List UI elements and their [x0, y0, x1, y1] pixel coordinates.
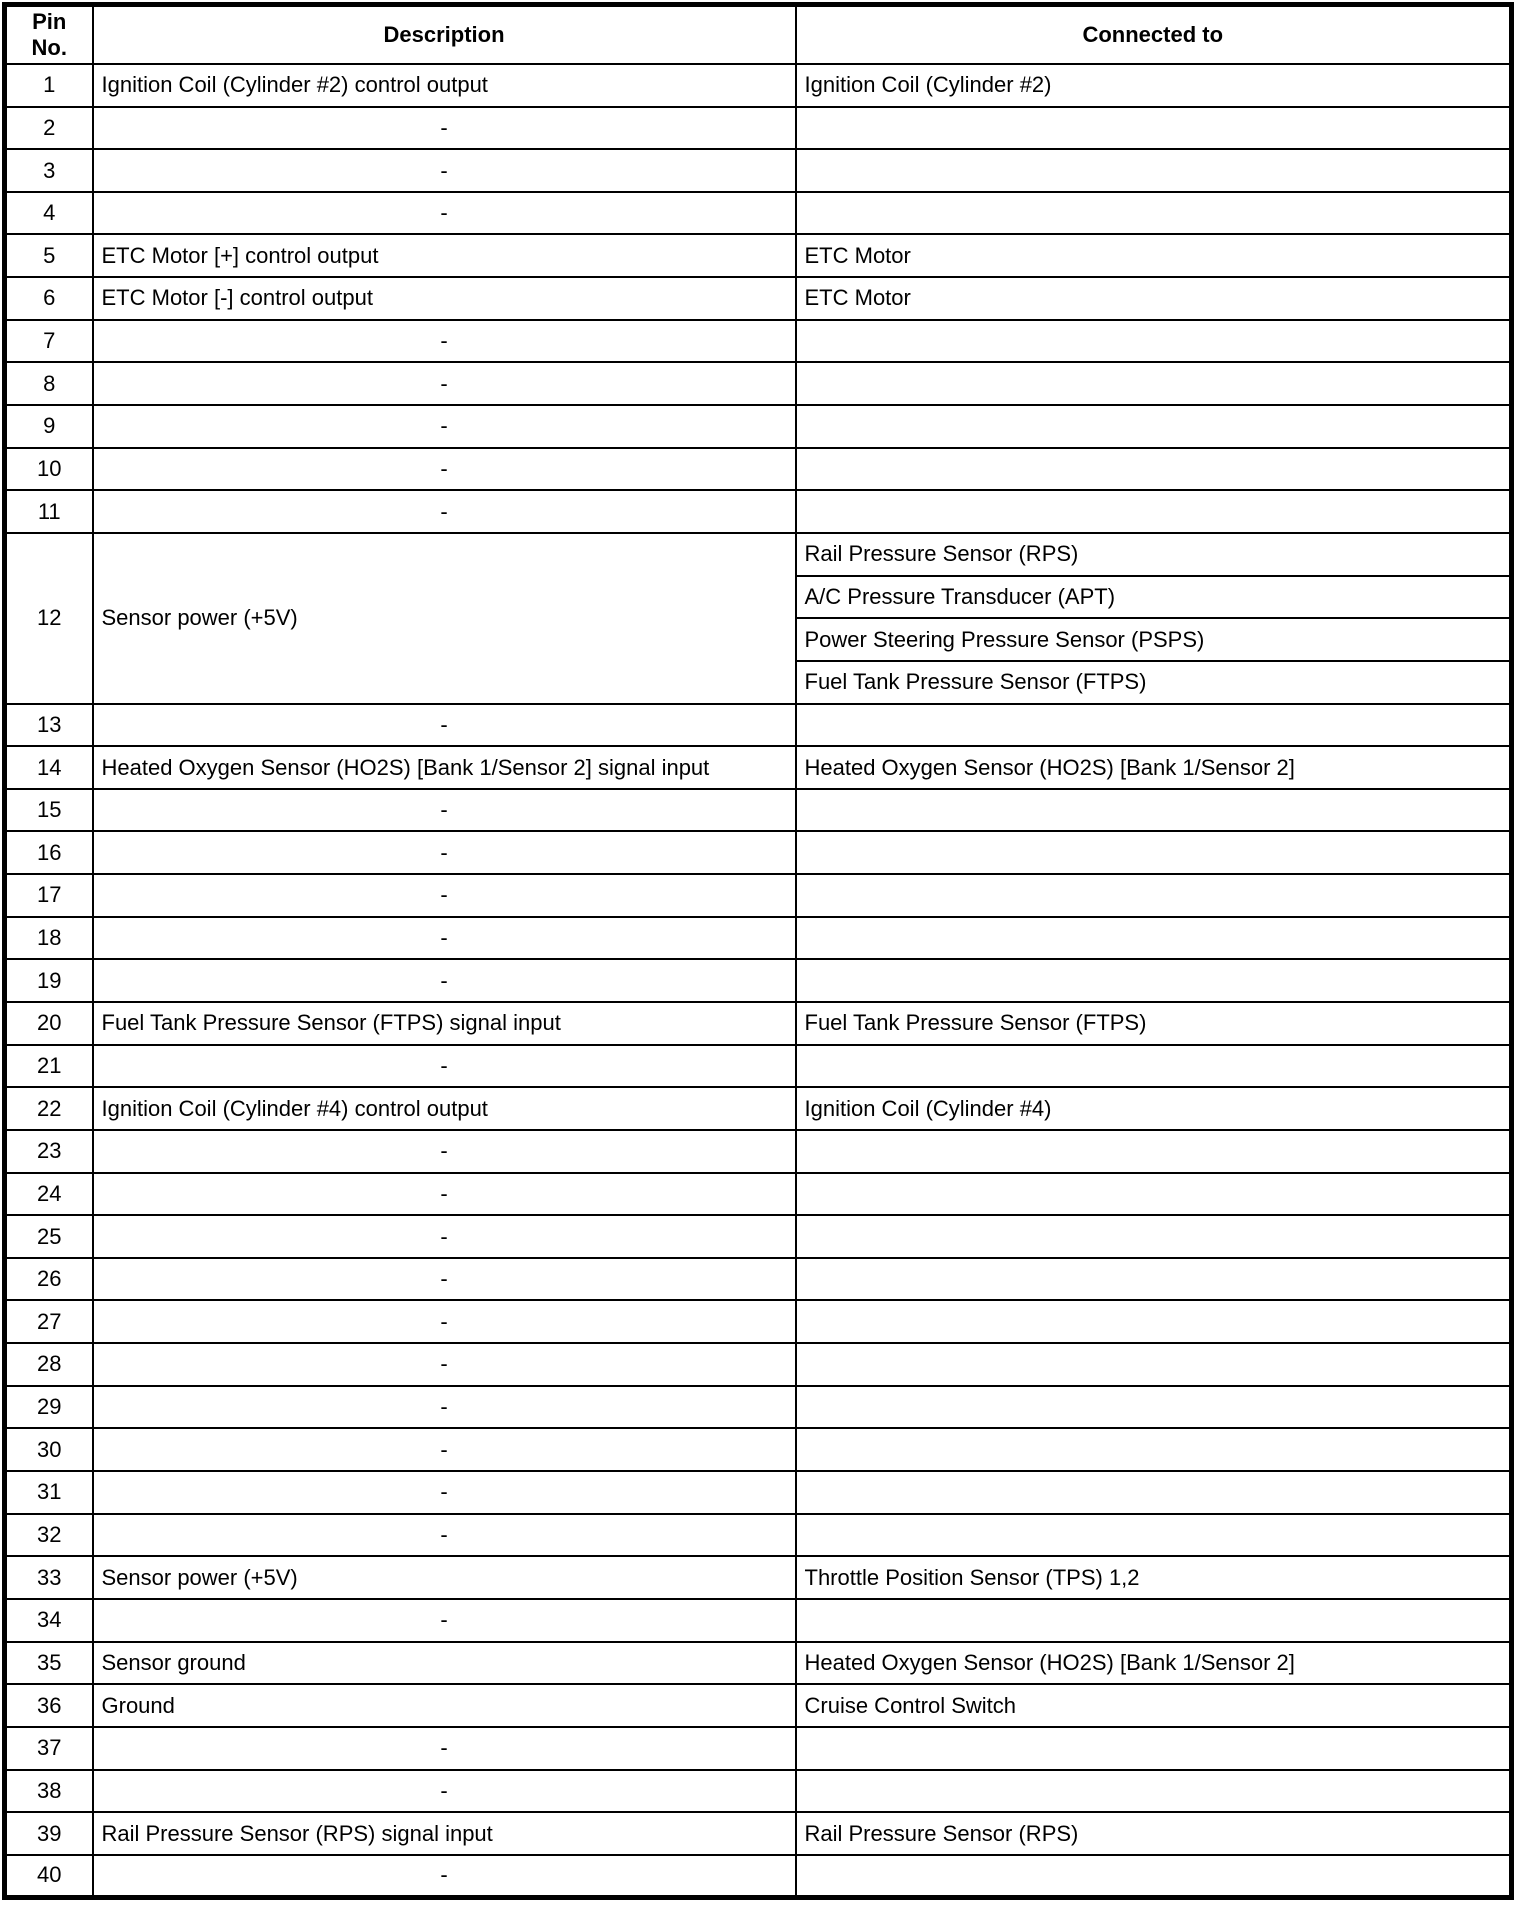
connected-to-cell	[796, 1514, 1512, 1557]
table-row	[5, 1343, 1512, 1386]
pin-number-cell: 39	[5, 1812, 93, 1855]
pin-number-cell: 30	[5, 1428, 93, 1471]
connected-to-cell	[796, 1173, 1512, 1216]
description-cell: -	[93, 1173, 796, 1216]
connected-to-cell: Heated Oxygen Sensor (HO2S) [Bank 1/Sensor 2]	[796, 746, 1512, 789]
description-cell: -	[93, 1343, 796, 1386]
description-cell: -	[93, 1770, 796, 1813]
description-cell: -	[93, 448, 796, 491]
connected-to-cell: Ignition Coil (Cylinder #4)	[796, 1087, 1512, 1130]
table-row	[5, 1599, 1512, 1642]
table-row	[5, 107, 1512, 150]
connected-to-cell: Fuel Tank Pressure Sensor (FTPS)	[796, 661, 1512, 704]
connected-to-cell	[796, 1428, 1512, 1471]
connected-to-cell	[796, 448, 1512, 491]
table-row	[5, 746, 1512, 789]
table-row	[5, 277, 1512, 320]
description-cell: -	[93, 1471, 796, 1514]
connected-to-cell: Power Steering Pressure Sensor (PSPS)	[796, 618, 1512, 661]
table-row	[5, 362, 1512, 405]
description-cell: Ignition Coil (Cylinder #4) control output	[93, 1087, 796, 1130]
connected-to-cell: ETC Motor	[796, 234, 1512, 277]
pin-number-cell: 5	[5, 234, 93, 277]
description-cell: -	[93, 1215, 796, 1258]
connected-to-cell: Heated Oxygen Sensor (HO2S) [Bank 1/Sensor 2]	[796, 1642, 1512, 1685]
connected-to-cell	[796, 917, 1512, 960]
pin-number-cell: 17	[5, 874, 93, 917]
table-row	[5, 320, 1512, 363]
connected-to-cell	[796, 1386, 1512, 1429]
pin-number-cell: 2	[5, 107, 93, 150]
connected-to-cell	[796, 874, 1512, 917]
connected-to-cell	[796, 1300, 1512, 1343]
description-cell: -	[93, 320, 796, 363]
connected-to-cell	[796, 1471, 1512, 1514]
connected-to-cell	[796, 1045, 1512, 1088]
connected-to-cell	[796, 1215, 1512, 1258]
table-row	[5, 405, 1512, 448]
connected-to-cell	[796, 1599, 1512, 1642]
description-cell: ETC Motor [+] control output	[93, 234, 796, 277]
description-cell: -	[93, 149, 796, 192]
table-row	[5, 1471, 1512, 1514]
connected-to-cell	[796, 704, 1512, 747]
description-cell: Ignition Coil (Cylinder #2) control output	[93, 64, 796, 107]
connected-to-cell: Cruise Control Switch	[796, 1684, 1512, 1727]
pin-number-cell: 1	[5, 64, 93, 107]
pin-number-cell: 10	[5, 448, 93, 491]
pin-number-cell: 14	[5, 746, 93, 789]
table-row	[5, 1386, 1512, 1429]
connected-to-cell	[796, 192, 1512, 235]
table-row	[5, 1300, 1512, 1343]
pin-number-cell: 29	[5, 1386, 93, 1429]
table-row	[5, 234, 1512, 277]
pin-number-cell: 23	[5, 1130, 93, 1173]
description-cell: -	[93, 1428, 796, 1471]
description-cell: -	[93, 831, 796, 874]
pin-number-cell: 31	[5, 1471, 93, 1514]
pin-number-cell: 22	[5, 1087, 93, 1130]
connected-to-cell: Rail Pressure Sensor (RPS)	[796, 1812, 1512, 1855]
pin-number-cell: 32	[5, 1514, 93, 1557]
table-body	[5, 64, 1512, 1898]
table-row	[5, 1087, 1512, 1130]
connected-to-cell	[796, 831, 1512, 874]
col-header-pin-line2: No.	[31, 34, 67, 60]
description-cell: Heated Oxygen Sensor (HO2S) [Bank 1/Sensor 2] signal input	[93, 746, 796, 789]
pin-number-cell: 12	[5, 533, 93, 704]
pin-number-cell: 27	[5, 1300, 93, 1343]
pin-number-cell: 13	[5, 704, 93, 747]
table-row	[5, 1002, 1512, 1045]
connected-to-cell	[796, 405, 1512, 448]
connected-to-cell	[796, 1130, 1512, 1173]
table-row	[5, 874, 1512, 917]
connected-to-cell: Rail Pressure Sensor (RPS)	[796, 533, 1512, 576]
table-row	[5, 1173, 1512, 1216]
table-row	[5, 1045, 1512, 1088]
connected-to-cell	[796, 1258, 1512, 1301]
description-cell: -	[93, 1599, 796, 1642]
connected-to-cell: ETC Motor	[796, 277, 1512, 320]
description-cell: -	[93, 405, 796, 448]
pin-number-cell: 26	[5, 1258, 93, 1301]
table-row	[5, 1428, 1512, 1471]
description-cell: Sensor power (+5V)	[93, 1556, 796, 1599]
pin-number-cell: 34	[5, 1599, 93, 1642]
description-cell: -	[93, 1300, 796, 1343]
connected-to-cell	[796, 959, 1512, 1002]
description-cell: Ground	[93, 1684, 796, 1727]
table-row	[5, 959, 1512, 1002]
col-header-pin-no	[5, 5, 93, 64]
description-cell: -	[93, 1514, 796, 1557]
description-cell: ETC Motor [-] control output	[93, 277, 796, 320]
pin-number-cell: 11	[5, 490, 93, 533]
description-cell: -	[93, 1386, 796, 1429]
table-row	[5, 1684, 1512, 1727]
pin-number-cell: 20	[5, 1002, 93, 1045]
connected-to-cell	[796, 1727, 1512, 1770]
description-cell: -	[93, 1855, 796, 1898]
table-row	[5, 1727, 1512, 1770]
col-header-connected-to: Connected to	[796, 5, 1512, 64]
connected-to-cell: Throttle Position Sensor (TPS) 1,2	[796, 1556, 1512, 1599]
table-row	[5, 1258, 1512, 1301]
connected-to-cell	[796, 1770, 1512, 1813]
pin-number-cell: 3	[5, 149, 93, 192]
table-row	[5, 1130, 1512, 1173]
table-row	[5, 831, 1512, 874]
description-cell: Sensor ground	[93, 1642, 796, 1685]
table-row	[5, 1514, 1512, 1557]
pin-number-cell: 16	[5, 831, 93, 874]
col-header-description: Description	[93, 5, 796, 64]
pin-number-cell: 21	[5, 1045, 93, 1088]
pin-number-cell: 9	[5, 405, 93, 448]
description-cell: Rail Pressure Sensor (RPS) signal input	[93, 1812, 796, 1855]
description-cell: -	[93, 874, 796, 917]
description-cell: -	[93, 959, 796, 1002]
table-row	[5, 1215, 1512, 1258]
header-row	[5, 5, 1512, 64]
description-cell: -	[93, 1045, 796, 1088]
pin-number-cell: 19	[5, 959, 93, 1002]
connected-to-cell	[796, 490, 1512, 533]
description-cell: -	[93, 362, 796, 405]
connected-to-cell: A/C Pressure Transducer (APT)	[796, 576, 1512, 619]
pin-number-cell: 15	[5, 789, 93, 832]
description-cell: Sensor power (+5V)	[93, 533, 796, 704]
table-row	[5, 1855, 1512, 1898]
connected-to-cell: Fuel Tank Pressure Sensor (FTPS)	[796, 1002, 1512, 1045]
ecu-pinout-table	[2, 2, 1514, 1900]
pin-number-cell: 40	[5, 1855, 93, 1898]
description-cell: -	[93, 1727, 796, 1770]
connected-to-cell	[796, 1343, 1512, 1386]
col-header-pin-line1: Pin	[32, 9, 67, 34]
pin-number-cell: 25	[5, 1215, 93, 1258]
table-row	[5, 789, 1512, 832]
pin-number-cell: 24	[5, 1173, 93, 1216]
pin-number-cell: 36	[5, 1684, 93, 1727]
table-row	[5, 1770, 1512, 1813]
table-row	[5, 149, 1512, 192]
description-cell: -	[93, 704, 796, 747]
table-row	[5, 448, 1512, 491]
table-row	[5, 533, 1512, 576]
table-row	[5, 64, 1512, 107]
description-cell: -	[93, 192, 796, 235]
description-cell: -	[93, 789, 796, 832]
connected-to-cell	[796, 362, 1512, 405]
pin-number-cell: 28	[5, 1343, 93, 1386]
connected-to-cell	[796, 1855, 1512, 1898]
description-cell: -	[93, 917, 796, 960]
pin-number-cell: 35	[5, 1642, 93, 1685]
pin-number-cell: 38	[5, 1770, 93, 1813]
table-row	[5, 1642, 1512, 1685]
description-cell: -	[93, 1258, 796, 1301]
table-row	[5, 192, 1512, 235]
pin-number-cell: 4	[5, 192, 93, 235]
description-cell: -	[93, 490, 796, 533]
connected-to-cell	[796, 107, 1512, 150]
table-row	[5, 1812, 1512, 1855]
connected-to-cell: Ignition Coil (Cylinder #2)	[796, 64, 1512, 107]
pin-number-cell: 18	[5, 917, 93, 960]
pin-number-cell: 33	[5, 1556, 93, 1599]
pin-number-cell: 6	[5, 277, 93, 320]
pin-number-cell: 7	[5, 320, 93, 363]
connected-to-cell	[796, 789, 1512, 832]
table-row	[5, 917, 1512, 960]
table-row	[5, 704, 1512, 747]
pin-number-cell: 37	[5, 1727, 93, 1770]
pin-number-cell: 8	[5, 362, 93, 405]
description-cell: Fuel Tank Pressure Sensor (FTPS) signal input	[93, 1002, 796, 1045]
connected-to-cell	[796, 149, 1512, 192]
table-row	[5, 1556, 1512, 1599]
connected-to-cell	[796, 320, 1512, 363]
description-cell: -	[93, 107, 796, 150]
description-cell: -	[93, 1130, 796, 1173]
table-row	[5, 490, 1512, 533]
